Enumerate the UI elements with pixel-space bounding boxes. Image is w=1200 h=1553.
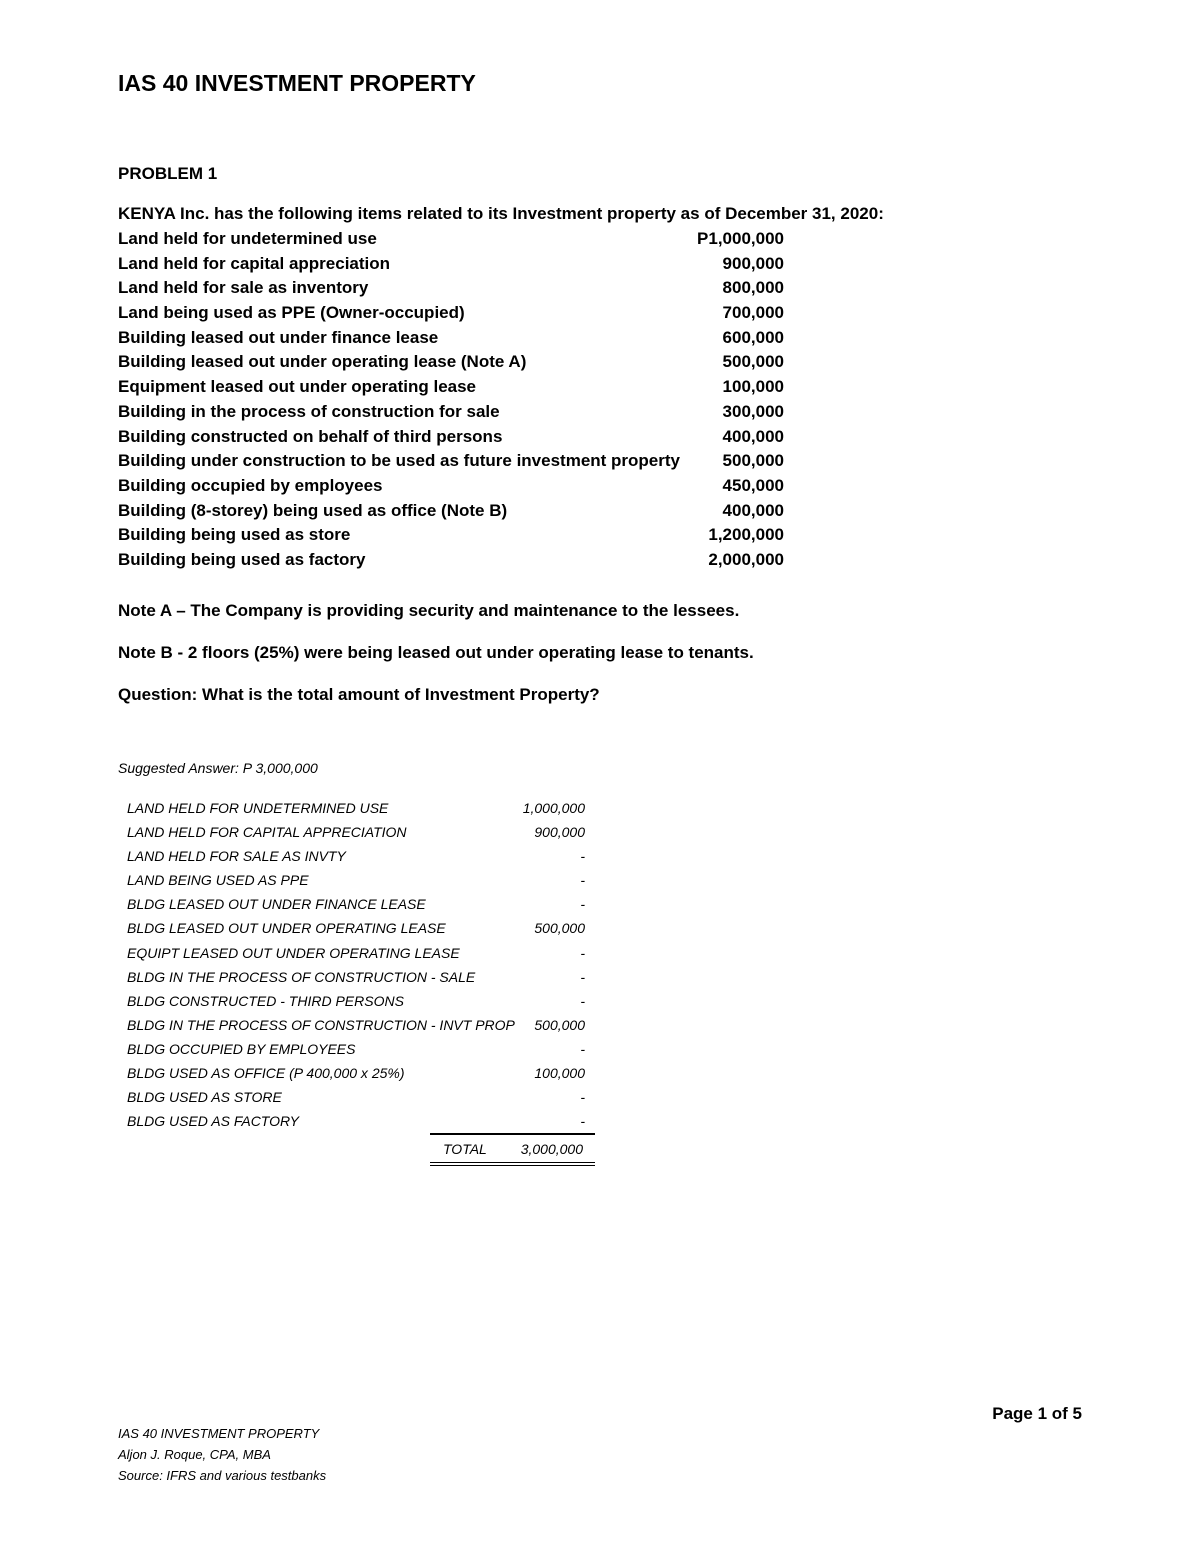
item-label: Land held for sale as inventory xyxy=(118,278,369,298)
footer-author: Aljon J. Roque, CPA, MBA xyxy=(118,1447,271,1462)
item-label: Land held for undetermined use xyxy=(118,229,377,248)
item-amount: 2,000,000 xyxy=(708,549,784,569)
answer-amount: - xyxy=(580,1089,585,1106)
answer-label: LAND HELD FOR SALE AS INVTY xyxy=(127,848,346,865)
problem-heading: PROBLEM 1 xyxy=(118,164,218,183)
table-row xyxy=(127,1041,597,1065)
list-item xyxy=(118,352,798,377)
item-label: Building being used as factory xyxy=(118,549,366,569)
table-row xyxy=(127,1065,597,1089)
item-amount: 300,000 xyxy=(722,401,784,421)
answer-label: BLDG IN THE PROCESS OF CONSTRUCTION - INVT PROP xyxy=(127,1016,515,1033)
answer-amount: - xyxy=(580,1113,585,1130)
item-amount: 800,000 xyxy=(722,278,784,298)
answer-label: BLDG USED AS FACTORY xyxy=(127,1113,299,1130)
page-title: IAS 40 INVESTMENT PROPERTY xyxy=(118,70,476,96)
item-label: Building (8-storey) being used as office (Note B) xyxy=(118,500,508,520)
answer-amount: - xyxy=(580,992,585,1009)
item-label: Building under construction to be used as future investment property xyxy=(118,451,680,471)
list-item xyxy=(118,427,798,452)
answer-label: LAND BEING USED AS PPE xyxy=(127,872,309,889)
table-row xyxy=(127,969,597,993)
footer-title: IAS 40 INVESTMENT PROPERTY xyxy=(118,1426,320,1441)
table-row xyxy=(127,896,597,920)
list-item xyxy=(118,550,798,575)
answer-label: BLDG LEASED OUT UNDER FINANCE LEASE xyxy=(127,896,426,913)
item-amount: 900,000 xyxy=(722,253,784,273)
total-box xyxy=(430,1133,595,1166)
answer-label: EQUIPT LEASED OUT UNDER OPERATING LEASE xyxy=(127,944,460,961)
note-a: Note A – The Company is providing security and maintenance to the lessees. xyxy=(118,601,740,620)
answer-label: BLDG USED AS OFFICE (P 400,000 x 25%) xyxy=(127,1065,405,1082)
list-item xyxy=(118,303,798,328)
item-amount: 400,000 xyxy=(722,500,784,520)
table-row xyxy=(127,945,597,969)
list-item xyxy=(118,254,798,279)
table-row xyxy=(127,848,597,872)
list-item xyxy=(118,402,798,427)
table-row xyxy=(127,1089,597,1113)
table-row xyxy=(127,800,597,824)
suggested-answer: Suggested Answer: P 3,000,000 xyxy=(118,760,318,776)
list-item xyxy=(118,278,798,303)
item-amount: 700,000 xyxy=(722,303,784,323)
total-value: 3,000,000 xyxy=(520,1141,583,1157)
table-row xyxy=(127,920,597,944)
item-label: Building constructed on behalf of third persons xyxy=(118,426,503,446)
answer-amount: 100,000 xyxy=(534,1065,585,1082)
footer-source: Source: IFRS and various testbanks xyxy=(118,1468,327,1483)
answer-amount: 500,000 xyxy=(534,1016,585,1033)
answer-label: LAND HELD FOR CAPITAL APPRECIATION xyxy=(127,824,407,841)
item-amount: 1,200,000 xyxy=(708,525,784,545)
list-item xyxy=(118,328,798,353)
list-item xyxy=(118,525,798,550)
item-amount: 400,000 xyxy=(722,426,784,446)
answer-amount: - xyxy=(580,968,585,985)
item-label: Building leased out under operating lease (Note A) xyxy=(118,352,527,372)
answer-label: LAND HELD FOR UNDETERMINED USE xyxy=(127,800,389,816)
answer-amount: - xyxy=(580,896,585,913)
item-label: Building leased out under finance lease xyxy=(118,327,439,347)
page-number: Page 1 of 5 xyxy=(992,1404,1082,1423)
answer-label: BLDG USED AS STORE xyxy=(127,1089,282,1106)
item-amount: 100,000 xyxy=(722,377,784,397)
answer-label: BLDG LEASED OUT UNDER OPERATING LEASE xyxy=(127,920,446,937)
table-row xyxy=(127,872,597,896)
problem-intro: KENYA Inc. has the following items related to its Investment property as of December 31, 2020: xyxy=(118,204,884,223)
answer-amount: - xyxy=(580,944,585,961)
list-item xyxy=(118,451,798,476)
table-row xyxy=(127,993,597,1017)
item-amount: 450,000 xyxy=(722,475,784,495)
item-label: Building in the process of construction for sale xyxy=(118,401,500,421)
item-label: Land being used as PPE (Owner-occupied) xyxy=(118,303,465,323)
item-amount: 500,000 xyxy=(722,352,784,372)
answer-table xyxy=(127,800,597,1137)
answer-amount: - xyxy=(580,1040,585,1057)
item-label: Equipment leased out under operating lease xyxy=(118,377,477,397)
answer-amount: 900,000 xyxy=(534,824,585,841)
answer-amount: - xyxy=(580,872,585,889)
items-list xyxy=(118,229,798,575)
list-item xyxy=(118,229,798,254)
list-item xyxy=(118,501,798,526)
answer-label: BLDG IN THE PROCESS OF CONSTRUCTION - SALE xyxy=(127,968,476,985)
item-label: Land held for capital appreciation xyxy=(118,253,391,273)
question: Question: What is the total amount of Investment Property? xyxy=(118,685,600,704)
answer-amount: 1,000,000 xyxy=(522,800,585,816)
item-label: Building being used as store xyxy=(118,525,351,545)
list-item xyxy=(118,476,798,501)
answer-label: BLDG CONSTRUCTED - THIRD PERSONS xyxy=(127,992,404,1009)
table-row xyxy=(127,824,597,848)
answer-label: BLDG OCCUPIED BY EMPLOYEES xyxy=(127,1040,356,1057)
item-amount: P1,000,000 xyxy=(697,229,784,248)
item-amount: 600,000 xyxy=(722,327,784,347)
table-row xyxy=(127,1017,597,1041)
answer-amount: 500,000 xyxy=(534,920,585,937)
item-label: Building occupied by employees xyxy=(118,475,383,495)
item-amount: 500,000 xyxy=(722,451,784,471)
list-item xyxy=(118,377,798,402)
total-label: TOTAL xyxy=(443,1141,487,1157)
answer-amount: - xyxy=(580,848,585,865)
note-b: Note B - 2 floors (25%) were being leased out under operating lease to tenants. xyxy=(118,643,754,662)
